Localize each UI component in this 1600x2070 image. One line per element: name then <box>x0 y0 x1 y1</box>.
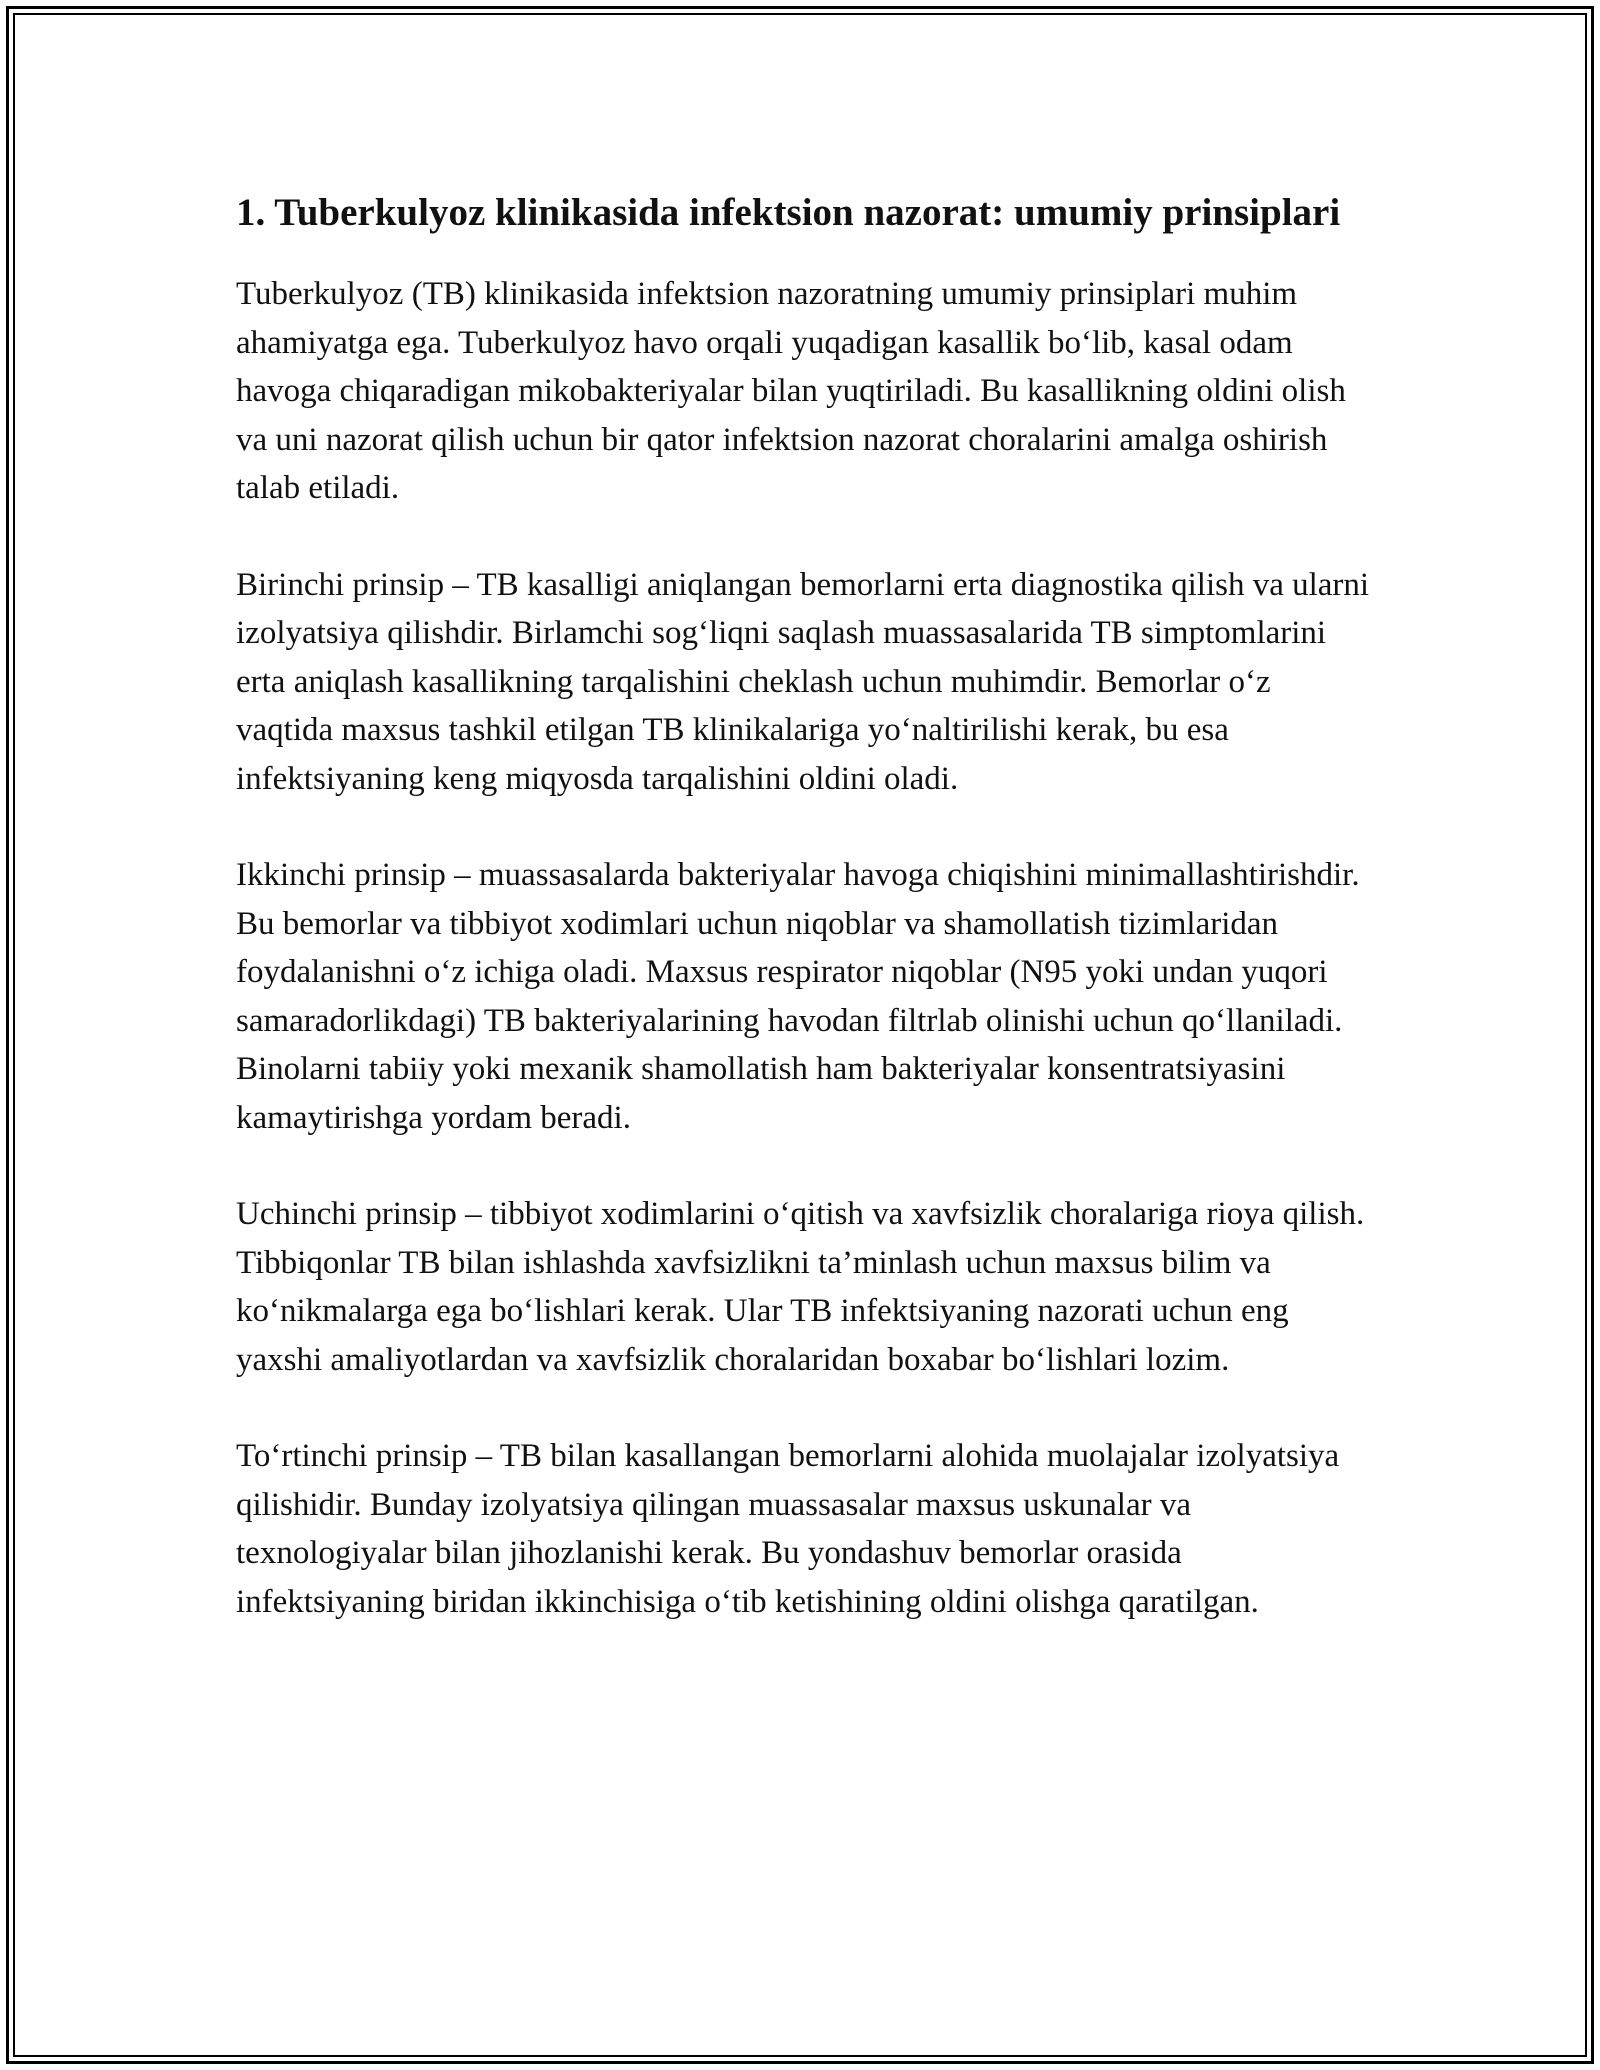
paragraph-introduction: Tuberkulyoz (TB) klinikasida infektsion nazoratning umumiy prinsiplari muhim ahamiyatga ega. Tuberkulyoz havo orqali yuqadigan kasallik bo‘lib, kasal odam havoga chiqaradigan mikobakteriyalar bilan yuqtiriladi. Bu kasallikning oldini olish va uni nazorat qilish uchun bir qator infektsion nazorat choralarini amalga oshirish talab etiladi. <box>236 276 1346 506</box>
document-heading: 1. Tuberkulyoz klinikasida infektsion nazorat: umumiy prinsiplari <box>236 191 1341 234</box>
document-body <box>236 186 1376 1674</box>
paragraph-fourth-principle: To‘rtinchi prinsip – TB bilan kasallangan bemorlarni alohida muolajalar izolyatsiya qilishidir. Bunday izolyatsiya qilingan muassasalar maxsus uskunalar va texnologiyalar bilan jihozlanishi kerak. Bu yondashuv bemorlar orasida infektsiyaning biridan ikkinchisiga o‘tib ketishining oldini olishga qaratilgan. <box>236 1438 1340 1620</box>
paragraph-third-principle: Uchinchi prinsip – tibbiyot xodimlarini o‘qitish va xavfsizlik choralariga rioya qilish. Tibbiqonlar TB bilan ishlashda xavfsizlikni ta’minlash uchun maxsus bilim va ko‘nikmalarga ega bo‘lishlari kerak. Ular TB infektsiyaning nazorati uchun eng yaxshi amaliyotlardan va xavfsizlik choralaridan boxabar bo‘lishlari lozim. <box>236 1196 1365 1378</box>
paragraph-first-principle: Birinchi prinsip – TB kasalligi aniqlangan bemorlarni erta diagnostika qilish va ularni izolyatsiya qilishdir. Birlamchi sog‘liqni saqlash muassasalarida TB simptomlarini erta aniqlash kasallikning tarqalishini cheklash uchun muhimdir. Bemorlar o‘z vaqtida maxsus tashkil etilgan TB klinikalariga yo‘naltirilishi kerak, bu esa infektsiyaning keng miqyosda tarqalishini oldini oladi. <box>236 566 1370 797</box>
paragraph-second-principle: Ikkinchi prinsip – muassasalarda bakteriyalar havoga chiqishini minimallashtirishdir. Bu bemorlar va tibbiyot xodimlari uchun niqoblar va shamollatish tizimlaridan foydalanishni o‘z ichiga oladi. Maxsus respirator niqoblar (N95 yoki undan yuqori samaradorlikdagi) TB bakteriyalarining havodan filtrlab olinishi uchun qo‘llaniladi. Binolarni tabiiy yoki mexanik shamollatish ham bakteriyalar konsentratsiyasini kamaytirishga yordam beradi. <box>236 857 1360 1136</box>
